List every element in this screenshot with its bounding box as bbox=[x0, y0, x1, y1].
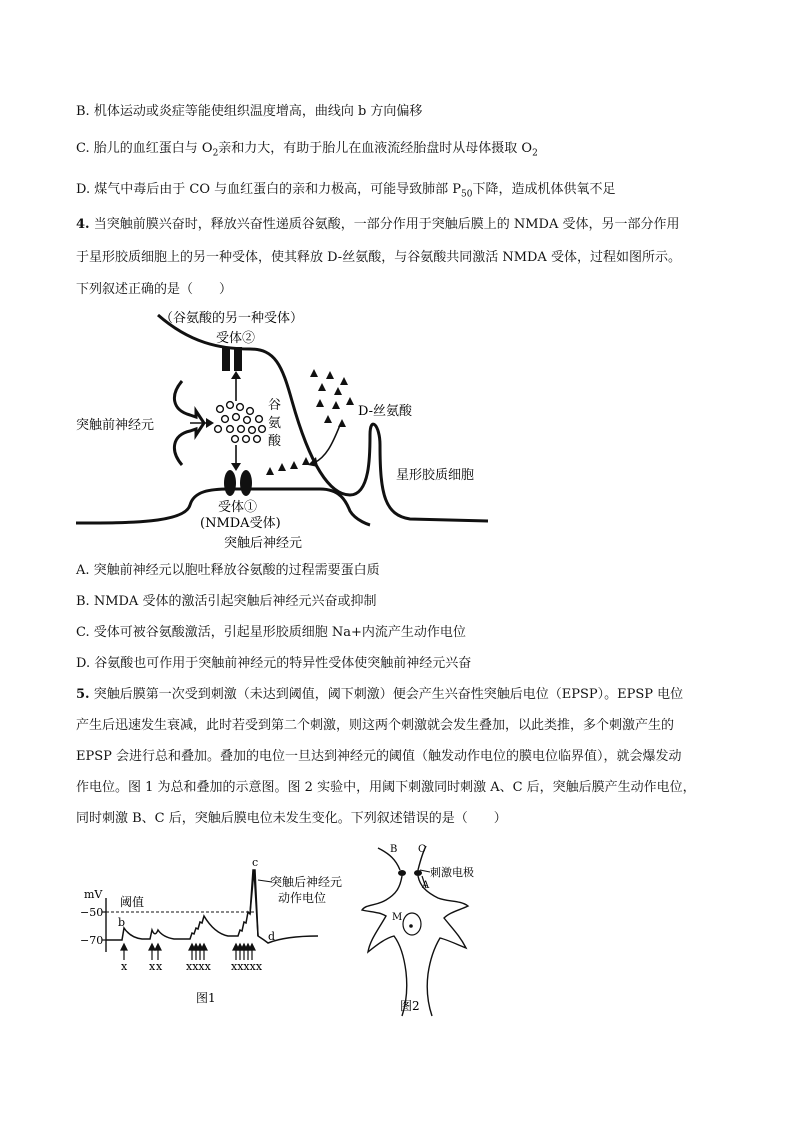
receptor1-label: 受体① bbox=[218, 500, 258, 515]
glutamate-vesicles bbox=[215, 402, 266, 443]
other-receptor-label: （谷氨酸的另一种受体） bbox=[160, 311, 304, 326]
option-letter: C. bbox=[76, 625, 90, 640]
glutamate-label-3: 酸 bbox=[268, 434, 282, 449]
label-b: b bbox=[118, 916, 126, 929]
receptor1 bbox=[224, 470, 236, 496]
arrowhead bbox=[231, 371, 241, 379]
stem-text: 当突触前膜兴奋时，释放兴奋性递质谷氨酸，一部分作用于突触后膜上的 NMDA 受体，另一部分作用 bbox=[93, 217, 680, 232]
stim-x: x bbox=[149, 960, 156, 973]
figure1-epsp-summation bbox=[78, 840, 358, 1020]
receptor2 bbox=[222, 347, 230, 371]
label-d: d bbox=[268, 930, 276, 943]
option-text: 受体可被谷氨酸激活，引起星形胶质细胞 Na+内流产生动作电位 bbox=[93, 625, 466, 640]
stem-text: 下列叙述正确的是（ ） bbox=[76, 282, 233, 297]
arrowhead bbox=[206, 418, 214, 428]
label-c: c bbox=[252, 856, 259, 869]
synaptic-knob bbox=[398, 870, 406, 876]
stem-text: 作电位。图 1 为总和叠加的示意图。图 2 实验中，用阈下刺激同时刺激 A、C 后，突触后膜产生动作电位， bbox=[76, 780, 696, 795]
ap-label-1: 突触后神经元 bbox=[270, 875, 343, 889]
option-letter: D. bbox=[76, 182, 91, 197]
q4-stem-line-3 bbox=[76, 281, 232, 299]
receptor2-label: 受体② bbox=[216, 331, 256, 346]
stem-text: 突触后膜第一次受到刺激（未达到阈值，阈下刺激）便会产生兴奋性突触后电位（EPSP）。EPSP 电位 bbox=[93, 687, 684, 702]
nucleus bbox=[403, 913, 421, 935]
tick-70: −70 bbox=[80, 934, 104, 947]
q4-option-d bbox=[76, 655, 471, 673]
figure2-caption: 图2 bbox=[400, 999, 420, 1013]
q5-stem-line-2 bbox=[76, 717, 674, 735]
stim-xxxxx: xxxxx bbox=[231, 960, 263, 973]
stimulus-arrows bbox=[121, 944, 255, 960]
option-letter: D. bbox=[76, 656, 91, 671]
stem-text: 于星形胶质细胞上的另一种受体，使其释放 D-丝氨酸，与谷氨酸共同激活 NMDA 受体，过程如图所示。 bbox=[76, 250, 681, 265]
question-number: 5. bbox=[76, 687, 90, 702]
unit-label: mV bbox=[84, 888, 103, 901]
option-text: NMDA 受体的激活引起突触后神经元兴奋或抑制 bbox=[93, 594, 377, 609]
q5-stem-line-4 bbox=[76, 779, 696, 797]
subscript: 2 bbox=[212, 148, 219, 159]
q4-option-a bbox=[76, 562, 380, 580]
glutamate-label-2: 氨 bbox=[268, 416, 282, 431]
stem-text: 产生后迅速发生衰减，此时若受到第二个刺激，则这两个刺激就会发生叠加，以此类推，多个刺激产生的 bbox=[76, 718, 675, 733]
stim-xxxx: xxxx bbox=[186, 960, 211, 973]
electrode-label: 刺激电极 bbox=[430, 866, 474, 879]
nucleolus bbox=[409, 924, 413, 928]
option-text: 胎儿的血红蛋白与 O bbox=[93, 141, 213, 156]
q4-option-c bbox=[76, 624, 466, 642]
neuron-body bbox=[362, 876, 468, 1016]
q5-stem-line-1 bbox=[76, 686, 683, 704]
label-m: M bbox=[392, 912, 403, 923]
arrow-dserine-to-receptor bbox=[314, 425, 340, 463]
stim-x: x bbox=[156, 960, 163, 973]
q4-stem-line-2 bbox=[76, 249, 681, 267]
tick-50: −50 bbox=[80, 906, 104, 919]
question-number: 4. bbox=[76, 217, 90, 232]
option-text: 机体运动或炎症等能使组织温度增高，曲线向 b 方向偏移 bbox=[93, 104, 423, 119]
synaptic-knob bbox=[414, 870, 422, 876]
label-c: C bbox=[418, 844, 426, 855]
option-text: 亲和力大，有助于胎儿在血液流经胎盘时从母体摄取 O bbox=[218, 141, 533, 156]
stim-x: x bbox=[121, 960, 128, 973]
receptor1 bbox=[240, 470, 252, 496]
threshold-label: 阈值 bbox=[120, 895, 145, 909]
q3-option-c bbox=[76, 140, 538, 163]
label-a: A bbox=[422, 880, 430, 891]
option-letter: C. bbox=[76, 141, 90, 156]
receptor2 bbox=[234, 347, 242, 371]
option-text: 下降，造成机体供氧不足 bbox=[472, 182, 616, 197]
figure2-neuron bbox=[356, 840, 496, 1020]
option-letter: B. bbox=[76, 594, 90, 609]
ap-label-2: 动作电位 bbox=[278, 891, 327, 905]
q5-stem-line-3 bbox=[76, 748, 682, 766]
presynaptic-label: 突触前神经元 bbox=[76, 418, 155, 433]
q5-stem-line-5 bbox=[76, 810, 507, 828]
postsynaptic-label: 突触后神经元 bbox=[224, 536, 303, 551]
option-letter: B. bbox=[76, 104, 90, 119]
d-serine-label: D-丝氨酸 bbox=[358, 404, 413, 419]
label-b: B bbox=[390, 844, 398, 855]
q3-option-b bbox=[76, 103, 422, 121]
synapse-diagram bbox=[70, 305, 500, 555]
q3-option-d bbox=[76, 181, 615, 204]
astrocyte-label: 星形胶质细胞 bbox=[396, 468, 475, 483]
q4-stem-line-1 bbox=[76, 216, 679, 234]
q4-option-b bbox=[76, 593, 376, 611]
figure1-caption: 图1 bbox=[196, 991, 216, 1005]
stem-text: 同时刺激 B、C 后，突触后膜电位未发生变化。下列叙述错误的是（ ） bbox=[76, 811, 507, 826]
option-letter: A. bbox=[76, 563, 90, 578]
arrowhead bbox=[231, 463, 241, 471]
nmda-label: (NMDA受体) bbox=[200, 516, 281, 531]
glutamate-label-1: 谷 bbox=[268, 398, 282, 413]
option-text: 谷氨酸也可作用于突触前神经元的特异性受体使突触前神经元兴奋 bbox=[94, 656, 472, 671]
subscript: 50 bbox=[460, 189, 473, 200]
stem-text: EPSP 会进行总和叠加。叠加的电位一旦达到神经元的阈值（触发动作电位的膜电位临界值），就会爆发动 bbox=[76, 749, 682, 764]
subscript: 2 bbox=[532, 148, 538, 159]
option-text: 突触前神经元以胞吐释放谷氨酸的过程需要蛋白质 bbox=[93, 563, 380, 578]
option-text: 煤气中毒后由于 CO 与血红蛋白的亲和力极高，可能导致肺部 P bbox=[94, 182, 461, 197]
